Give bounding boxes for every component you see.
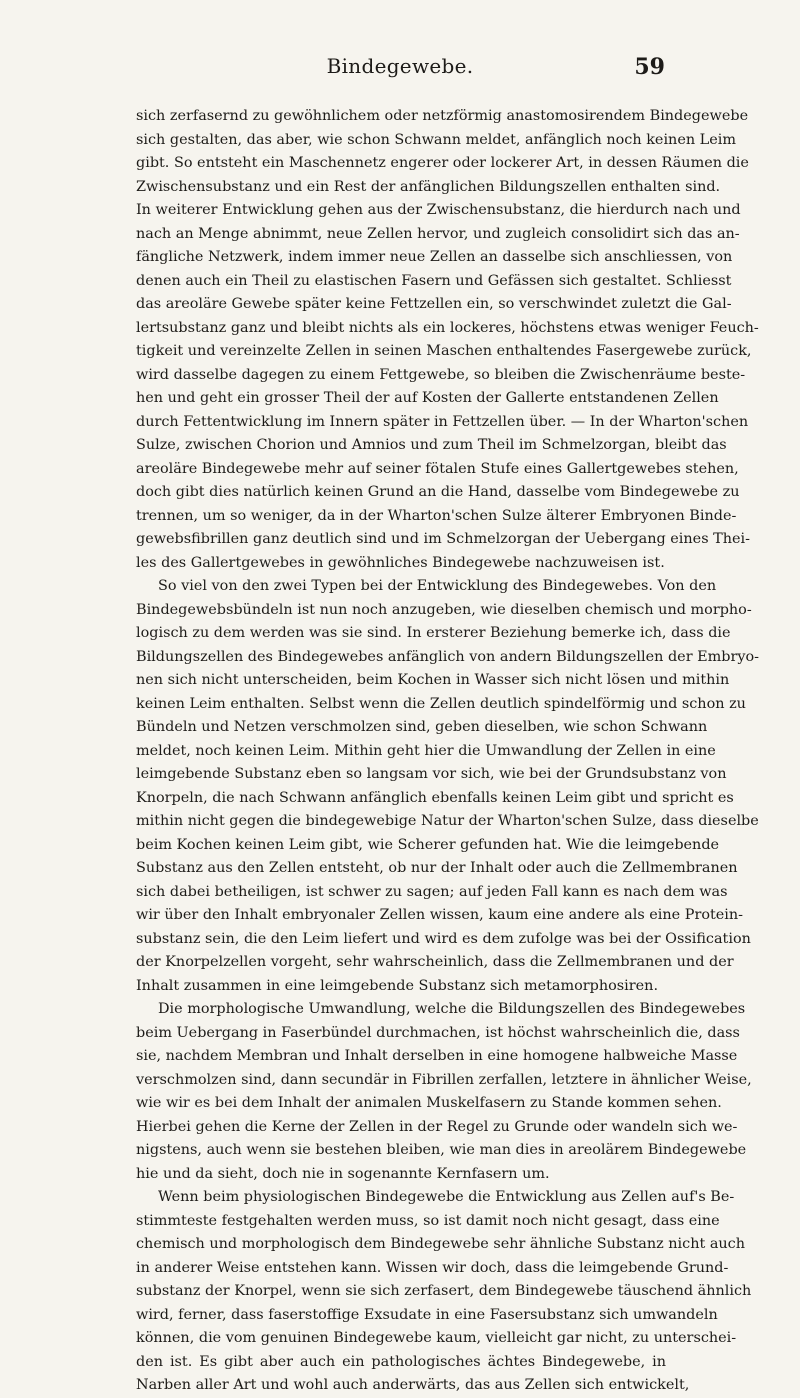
text-line: leimgebende Substanz eben so langsam vor sich, wie bei der Grundsubstanz von bbox=[136, 766, 727, 782]
text-line: in anderer Weise entstehen kann. Wissen wir doch, dass die leimgebende Grund- bbox=[136, 1259, 729, 1276]
running-header bbox=[135, 54, 665, 88]
body-text bbox=[136, 105, 760, 1398]
text-line: fängliche Netzwerk, indem immer neue Zellen an dasselbe sich anschliessen, von bbox=[136, 249, 733, 265]
text-line: verschmolzen sind, dann secundär in Fibrillen zerfallen, letztere in ähnlicher Weise, bbox=[136, 1071, 752, 1088]
text-line: mithin nicht gegen die bindegewebige Natur der Wharton'schen Sulze, dass dieselbe bbox=[136, 813, 759, 829]
text-line: der Knorpelzellen vorgeht, sehr wahrscheinlich, dass die Zellmembranen und der bbox=[136, 954, 734, 970]
text-line: Narben aller Art und wohl auch anderwärts, das aus Zellen sich entwickelt, bbox=[136, 1377, 690, 1393]
text-line: In weiterer Entwicklung gehen aus der Zwischensubstanz, die hierdurch nach und bbox=[136, 202, 741, 218]
text-line: Inhalt zusammen in eine leimgebende Substanz sich metamorphosiren. bbox=[136, 977, 659, 994]
text-line: nigstens, auch wenn sie bestehen bleiben, wie man dies in areolärem Bindegewebe bbox=[136, 1142, 747, 1158]
text-line: hen und geht ein grosser Theil der auf Kosten der Gallerte entstandenen Zellen bbox=[136, 390, 719, 406]
text-line: trennen, um so weniger, da in der Wharton'schen Sulze älterer Embryonen Binde- bbox=[136, 507, 737, 524]
text-line: chemisch und morphologisch dem Bindegewebe sehr ähnliche Substanz nicht auch bbox=[136, 1236, 745, 1252]
text-line: les des Gallertgewebes in gewöhnliches Bindegewebe nachzuweisen ist. bbox=[136, 554, 665, 571]
text-line: Sulze, zwischen Chorion und Amnios und zum Theil im Schmelzorgan, bleibt das bbox=[136, 437, 727, 453]
text-line: Zwischensubstanz und ein Rest der anfänglichen Bildungszellen enthalten sind. bbox=[136, 178, 721, 195]
text-line: beim Kochen keinen Leim gibt, wie Scherer gefunden hat. Wie die leimgebende bbox=[136, 836, 720, 853]
text-line: das areoläre Gewebe später keine Fettzellen ein, so verschwindet zuletzt die Gal- bbox=[136, 296, 732, 312]
text-line: Die morphologische Umwandlung, welche die Bildungszellen des Bindegewebes bbox=[158, 1001, 746, 1017]
text-line: gewebsfibrillen ganz deutlich sind und im Schmelzorgan der Uebergang eines Thei- bbox=[136, 531, 751, 547]
text-line: Bildungszellen des Bindegewebes anfänglich von andern Bildungszellen der Embryo- bbox=[136, 648, 760, 665]
text-line: wird dasselbe dagegen zu einem Fettgewebe, so bleiben die Zwischenräume beste- bbox=[136, 366, 746, 383]
text-line: So viel von den zwei Typen bei der Entwicklung des Bindegewebes. Von den bbox=[158, 578, 717, 594]
text-line: den ist. Es gibt aber auch ein pathologisches ächtes Bindegewebe, in bbox=[136, 1353, 666, 1370]
text-line: Hierbei gehen die Kerne der Zellen in der Regel zu Grunde oder wandeln sich we- bbox=[136, 1118, 738, 1135]
text-line: Bindegewebsbündeln ist nun noch anzugeben, wie dieselben chemisch und morpho- bbox=[136, 601, 752, 618]
text-line: lertsubstanz ganz und bleibt nichts als ein lockeres, höchstens etwas weniger Feuch- bbox=[136, 319, 759, 336]
text-line: sich zerfasernd zu gewöhnlichem oder netzförmig anastomosirendem Bindegewebe bbox=[136, 108, 749, 124]
text-line: tigkeit und vereinzelte Zellen in seinen Maschen enthaltendes Fasergewebe zurück, bbox=[136, 343, 752, 359]
text-line: doch gibt dies natürlich keinen Grund an die Hand, dasselbe vom Bindegewebe zu bbox=[136, 484, 740, 500]
text-line: substanz sein, die den Leim liefert und wird es dem zufolge was bei der Ossification bbox=[136, 930, 751, 947]
text-line: keinen Leim enthalten. Selbst wenn die Zellen deutlich spindelförmig und schon zu bbox=[136, 695, 746, 712]
text-line: sich gestalten, das aber, wie schon Schwann meldet, anfänglich noch keinen Leim bbox=[136, 131, 736, 148]
text-line: wir über den Inhalt embryonaler Zellen wissen, kaum eine andere als eine Protein- bbox=[136, 907, 744, 923]
text-line: gibt. So entsteht ein Maschennetz engerer oder lockerer Art, in dessen Räumen die bbox=[136, 155, 749, 171]
text-line: können, die vom genuinen Bindegewebe kaum, vielleicht gar nicht, zu unterschei- bbox=[136, 1330, 737, 1346]
text-line: Bündeln und Netzen verschmolzen sind, geben dieselben, wie schon Schwann bbox=[136, 719, 708, 735]
text-line: Substanz aus den Zellen entsteht, ob nur der Inhalt oder auch die Zellmembranen bbox=[136, 860, 738, 876]
text-line: substanz der Knorpel, wenn sie sich zerfasert, dem Bindegewebe täuschend ähnlich bbox=[136, 1283, 752, 1299]
text-line: Knorpeln, die nach Schwann anfänglich ebenfalls keinen Leim gibt und spricht es bbox=[136, 789, 734, 806]
text-line: beim Uebergang in Faserbündel durchmachen, ist höchst wahrscheinlich die, dass bbox=[136, 1024, 740, 1041]
text-line: nach an Menge abnimmt, neue Zellen hervor, und zugleich consolidirt sich das an- bbox=[136, 225, 740, 242]
text-line: sich dabei betheiligen, ist schwer zu sagen; auf jeden Fall kann es nach dem was bbox=[136, 883, 728, 900]
text-line: meldet, noch keinen Leim. Mithin geht hier die Umwandlung der Zellen in eine bbox=[136, 742, 716, 759]
text-line: wie wir es bei dem Inhalt der animalen Muskelfasern zu Stande kommen sehen. bbox=[136, 1095, 722, 1111]
text-line: denen auch ein Theil zu elastischen Fasern und Gefässen sich gestaltet. Schliesst bbox=[136, 272, 732, 289]
text-line: durch Fettentwicklung im Innern später in Fettzellen über. — In der Wharton'schen bbox=[136, 413, 749, 430]
running-title: Bindegewebe. bbox=[326, 54, 474, 78]
text-line: sie, nachdem Membran und Inhalt derselben in eine homogene halbweiche Masse bbox=[136, 1048, 738, 1064]
text-line: logisch zu dem werden was sie sind. In ersterer Beziehung bemerke ich, dass die bbox=[136, 625, 731, 641]
text-line: wird, ferner, dass faserstoffige Exsudate in eine Fasersubstanz sich umwandeln bbox=[136, 1306, 718, 1323]
text-line: stimmteste festgehalten werden muss, so ist damit noch nicht gesagt, dass eine bbox=[136, 1212, 720, 1229]
text-line: nen sich nicht unterscheiden, beim Kochen in Wasser sich nicht lösen und mithin bbox=[136, 672, 730, 688]
page-number: 59 bbox=[634, 54, 665, 80]
text-line: hie und da sieht, doch nie in sogenannte Kernfasern um. bbox=[136, 1165, 550, 1182]
text-line: Wenn beim physiologischen Bindegewebe die Entwicklung aus Zellen auf's Be- bbox=[158, 1189, 735, 1205]
text-line: areoläre Bindegewebe mehr auf seiner fötalen Stufe eines Gallertgewebes stehen, bbox=[136, 460, 739, 477]
